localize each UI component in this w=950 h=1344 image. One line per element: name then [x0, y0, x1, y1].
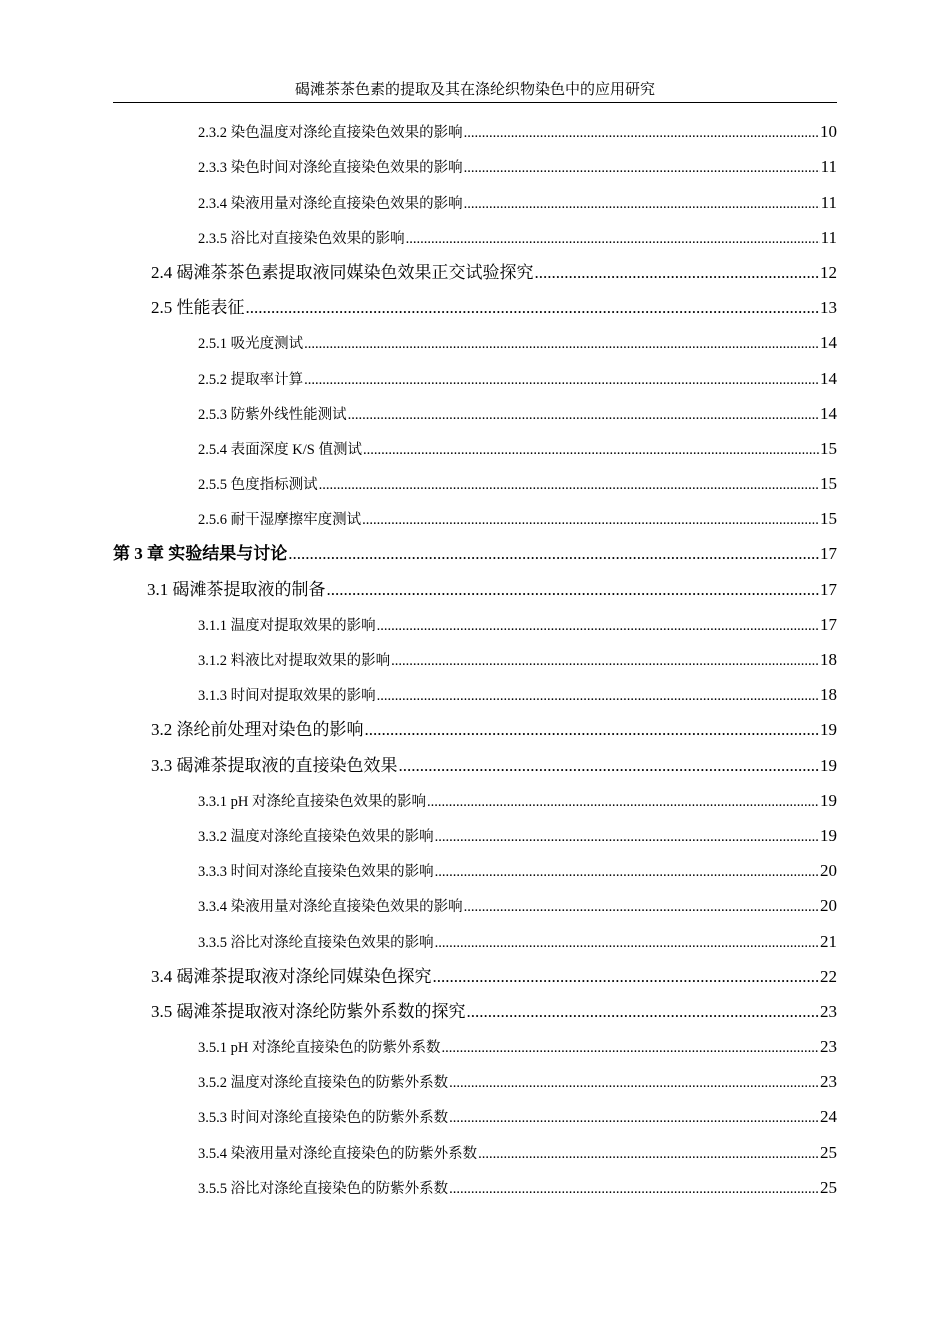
- toc-leader-dots: [246, 298, 820, 318]
- toc-entry-page-number: 24: [820, 1107, 837, 1127]
- toc-entry-page-number: 21: [820, 931, 837, 951]
- toc-entry-page-number: 25: [820, 1177, 837, 1197]
- toc-entry-page-number: 23: [820, 1037, 837, 1057]
- toc-entry-title: 3.5.1 pH 对涤纶直接染色的防紫外系数: [198, 1040, 441, 1057]
- toc-entry[interactable]: [198, 676, 837, 711]
- toc-entry[interactable]: [198, 1063, 837, 1098]
- toc-entry-page-number: 15: [820, 509, 837, 529]
- toc-entry-title: 3.2 涤纶前处理对染色的影响: [151, 720, 364, 740]
- toc-entry-title: 3.3.5 浴比对涤纶直接染色效果的影响: [198, 934, 434, 951]
- toc-entry[interactable]: [198, 148, 837, 183]
- toc-entry[interactable]: [198, 1133, 837, 1168]
- toc-entry[interactable]: [198, 465, 837, 500]
- toc-leader-dots: [464, 160, 820, 177]
- toc-entry-title: 3.1.2 料液比对提取效果的影响: [198, 653, 391, 669]
- toc-leader-dots: [441, 1040, 819, 1057]
- toc-entry-title: 2.5.1 吸光度测试: [198, 336, 304, 353]
- toc-entry-title: 3.5.2 温度对涤纶直接染色的防紫外系数: [198, 1075, 449, 1092]
- toc-entry[interactable]: [198, 1028, 837, 1063]
- running-header: 碣滩茶茶色素的提取及其在涤纶织物染色中的应用研究: [113, 78, 837, 103]
- toc-entry-title: 3.5.4 染液用量对涤纶直接染色的防紫外系数: [198, 1145, 478, 1162]
- toc-entry-page-number: 11: [820, 192, 837, 212]
- toc-entry-title: 2.5.6 耐干湿摩擦牢度测试: [198, 512, 362, 529]
- toc-entry-title: 2.5.3 防紫外线性能测试: [198, 406, 347, 423]
- toc-entry[interactable]: [198, 219, 837, 254]
- toc-entry-title: 3.3.1 pH 对涤纶直接染色效果的影响: [198, 793, 426, 810]
- toc-entry[interactable]: [198, 500, 837, 535]
- toc-entry-page-number: 20: [820, 861, 837, 881]
- toc-entry-page-number: 15: [820, 474, 837, 494]
- toc-entry-title: 3.3.2 温度对涤纶直接染色效果的影响: [198, 828, 434, 845]
- toc-entry-title: 2.3.4 染液用量对涤纶直接染色效果的影响: [198, 195, 463, 212]
- table-of-contents: [0, 113, 950, 1204]
- toc-entry-page-number: 23: [820, 1072, 837, 1092]
- toc-entry[interactable]: [198, 782, 837, 817]
- toc-entry[interactable]: [151, 958, 837, 993]
- toc-entry-page-number: 14: [820, 333, 837, 353]
- toc-entry-page-number: 23: [820, 1001, 837, 1021]
- toc-leader-dots: [348, 407, 819, 424]
- toc-leader-dots: [435, 935, 819, 952]
- toc-leader-dots: [377, 618, 819, 635]
- toc-entry-page-number: 25: [820, 1142, 837, 1162]
- toc-leader-dots: [399, 756, 820, 776]
- toc-entry[interactable]: [198, 113, 837, 148]
- toc-entry-title: 2.5.2 提取率计算: [198, 371, 304, 388]
- toc-leader-dots: [377, 688, 819, 705]
- toc-entry-title: 3.5.3 时间对涤纶直接染色的防紫外系数: [198, 1110, 449, 1127]
- toc-entry-title: 2.3.2 染色温度对涤纶直接染色效果的影响: [198, 125, 463, 142]
- toc-entry[interactable]: [151, 993, 837, 1028]
- toc-leader-dots: [363, 442, 819, 459]
- toc-entry[interactable]: [198, 887, 837, 922]
- toc-entry[interactable]: [198, 1098, 837, 1133]
- toc-entry[interactable]: [198, 183, 837, 218]
- toc-leader-dots: [362, 512, 819, 529]
- toc-leader-dots: [467, 1002, 820, 1022]
- toc-entry-page-number: 17: [820, 544, 837, 564]
- toc-leader-dots: [435, 829, 819, 846]
- toc-leader-dots: [464, 196, 820, 213]
- toc-leader-dots: [304, 336, 819, 353]
- toc-entry[interactable]: [198, 359, 837, 394]
- toc-entry-title: 3.1 碣滩茶提取液的制备: [147, 579, 326, 599]
- toc-entry[interactable]: [198, 922, 837, 957]
- toc-leader-dots: [449, 1075, 819, 1092]
- toc-entry[interactable]: [113, 535, 837, 570]
- toc-leader-dots: [327, 580, 820, 600]
- toc-entry[interactable]: [198, 817, 837, 852]
- toc-leader-dots: [365, 720, 820, 740]
- toc-entry[interactable]: [198, 606, 837, 641]
- toc-entry[interactable]: [198, 324, 837, 359]
- toc-leader-dots: [319, 477, 819, 494]
- toc-leader-dots: [433, 967, 820, 987]
- toc-entry-page-number: 20: [820, 896, 837, 916]
- toc-entry[interactable]: [198, 641, 837, 676]
- toc-entry[interactable]: [198, 852, 837, 887]
- toc-entry-page-number: 19: [820, 755, 837, 775]
- toc-leader-dots: [435, 864, 819, 881]
- toc-entry[interactable]: [147, 570, 837, 605]
- toc-entry[interactable]: [151, 711, 837, 746]
- toc-leader-dots: [427, 794, 819, 811]
- toc-entry-title: 3.4 碣滩茶提取液对涤纶同媒染色探究: [151, 966, 432, 986]
- toc-entry-title: 2.5.5 色度指标测试: [198, 477, 318, 494]
- toc-entry-page-number: 19: [820, 825, 837, 845]
- toc-leader-dots: [304, 372, 819, 389]
- toc-entry-page-number: 22: [820, 966, 837, 986]
- toc-entry[interactable]: [151, 254, 837, 289]
- toc-entry-page-number: 10: [820, 122, 837, 142]
- toc-leader-dots: [464, 125, 819, 142]
- toc-leader-dots: [535, 263, 820, 283]
- toc-entry-title: 3.3.3 时间对涤纶直接染色效果的影响: [198, 864, 434, 881]
- toc-entry-page-number: 11: [820, 157, 837, 177]
- toc-entry-page-number: 12: [820, 262, 837, 282]
- toc-entry-page-number: 13: [820, 298, 837, 318]
- toc-entry-title: 2.4 碣滩茶茶色素提取液同媒染色效果正交试验探究: [151, 262, 534, 282]
- toc-leader-dots: [391, 653, 819, 670]
- toc-entry[interactable]: [198, 1169, 837, 1204]
- toc-leader-dots: [464, 899, 819, 916]
- toc-entry-page-number: 18: [820, 650, 837, 669]
- toc-leader-dots: [449, 1110, 819, 1127]
- toc-entry[interactable]: [151, 289, 837, 324]
- toc-entry-page-number: 14: [820, 403, 837, 423]
- toc-leader-dots: [449, 1181, 819, 1198]
- toc-entry-title: 3.5 碣滩茶提取液对涤纶防紫外系数的探究: [151, 1001, 466, 1021]
- toc-entry-page-number: 17: [820, 579, 837, 599]
- toc-entry-title: 3.5.5 浴比对涤纶直接染色的防紫外系数: [198, 1180, 449, 1197]
- toc-leader-dots: [406, 231, 820, 248]
- toc-entry-page-number: 11: [820, 227, 837, 247]
- toc-entry[interactable]: [198, 395, 837, 430]
- toc-entry-page-number: 17: [820, 614, 837, 634]
- toc-entry-title: 第 3 章 实验结果与讨论: [113, 544, 288, 564]
- toc-entry-title: 2.5.4 表面深度 K/S 值测试: [198, 441, 362, 458]
- toc-entry-page-number: 14: [820, 368, 837, 388]
- toc-entry-title: 3.3.4 染液用量对涤纶直接染色效果的影响: [198, 899, 463, 916]
- toc-entry[interactable]: [198, 430, 837, 465]
- toc-entry-title: 2.3.5 浴比对直接染色效果的影响: [198, 230, 405, 247]
- toc-entry-page-number: 19: [820, 720, 837, 740]
- toc-entry-title: 3.1.3 时间对提取效果的影响: [198, 688, 376, 705]
- toc-entry-title: 2.3.3 染色时间对涤纶直接染色效果的影响: [198, 160, 463, 177]
- toc-leader-dots: [288, 544, 819, 564]
- toc-entry-page-number: 15: [820, 438, 837, 458]
- toc-leader-dots: [478, 1146, 819, 1163]
- toc-entry-title: 2.5 性能表征: [151, 298, 245, 318]
- toc-entry[interactable]: [151, 746, 837, 781]
- toc-entry-page-number: 18: [820, 685, 837, 705]
- toc-entry-title: 3.1.1 温度对提取效果的影响: [198, 617, 376, 634]
- toc-entry-page-number: 19: [820, 790, 837, 810]
- toc-entry-title: 3.3 碣滩茶提取液的直接染色效果: [151, 755, 398, 775]
